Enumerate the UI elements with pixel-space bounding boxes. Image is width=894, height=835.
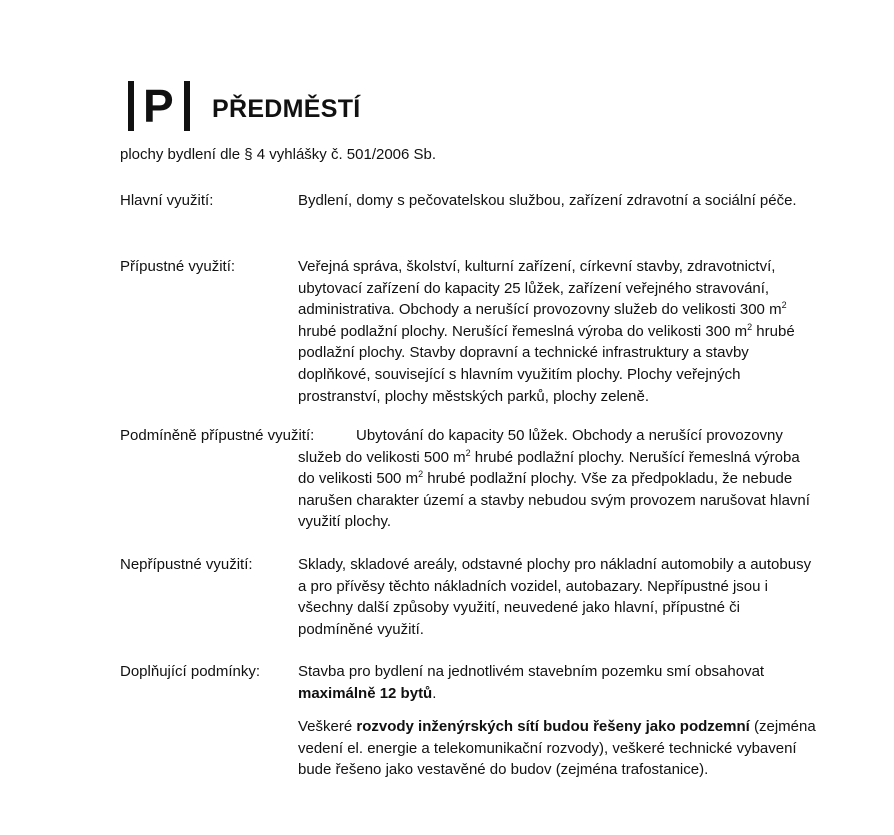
section-text: Sklady, skladové areály, odstavné plochy pro nákladní automobily a autobusy a pro přívěsy těchto nákladních vozidel, autobazary. Nepřípustné jsou i všechny další způsoby využití, neuvedené jako hlavní, přípustné či podmíněné využití. <box>298 556 812 638</box>
section-text: Veřejná správa, školství, kulturní zařízení, církevní stavby, zdravotnictví, ubytovací zařízení do kapacity 25 lůžek, zařízení veřejného stravování, administrativa. Obchody a nerušící provozovny služeb do velikosti 300 $m^2$ hrubé podlažní plochy. Nerušící řemeslná výroba do velikosti 300 $m^2$ hrubé podlažní plochy. Stavby dopravní a technické infrastruktury a stavby doplňkové, související s hlavním využitím plochy. Plochy veřejných prostranství, plochy městských parků, plochy zeleně. <box>298 258 795 405</box>
zone-code-box <box>128 78 190 134</box>
condition-paragraph: Veškeré rozvody inženýrských sítí budou řešeny jako podzemní (zejména vedení el. energie a telekomunikační rozvody), veškeré technické vybavení bude řešeno jako vestavěné do budov (zejména trafostanice). <box>298 718 816 779</box>
zone-title: PŘEDMĚSTÍ <box>212 95 361 123</box>
right-bar <box>184 81 190 131</box>
section-label: Doplňující podmínky: <box>120 663 261 680</box>
section-text: Bydlení, domy s pečovatelskou službou, zařízení zdravotní a sociální péče. <box>298 192 797 209</box>
section-text <box>298 661 818 781</box>
condition-paragraph: Stavba pro bydlení na jednotlivém stavebním pozemku smí obsahovat maximálně 12 bytů. <box>298 663 765 702</box>
section-text: Ubytování do kapacity 50 lůžek. Obchody a nerušící provozovny služeb do velikosti 500 $m^2$ hrubé podlažní plochy. Nerušící řemeslná výroba do velikosti 500 $m^2$ hrubé podlažní plochy. Vše za předpokladu, že nebude narušen charakter území a stavby nebudou svým provozem narušovat hlavní využití plochy. <box>298 427 810 531</box>
section-label: Podmíněně přípustné využití: <box>120 427 315 444</box>
section-label: Hlavní využití: <box>120 192 214 209</box>
zone-subtitle: plochy bydlení dle § 4 vyhlášky č. 501/2006 Sb. <box>120 146 437 163</box>
zone-code: P <box>143 80 175 132</box>
section-label: Nepřípustné využití: <box>120 556 253 573</box>
section-label: Přípustné využití: <box>120 258 236 275</box>
